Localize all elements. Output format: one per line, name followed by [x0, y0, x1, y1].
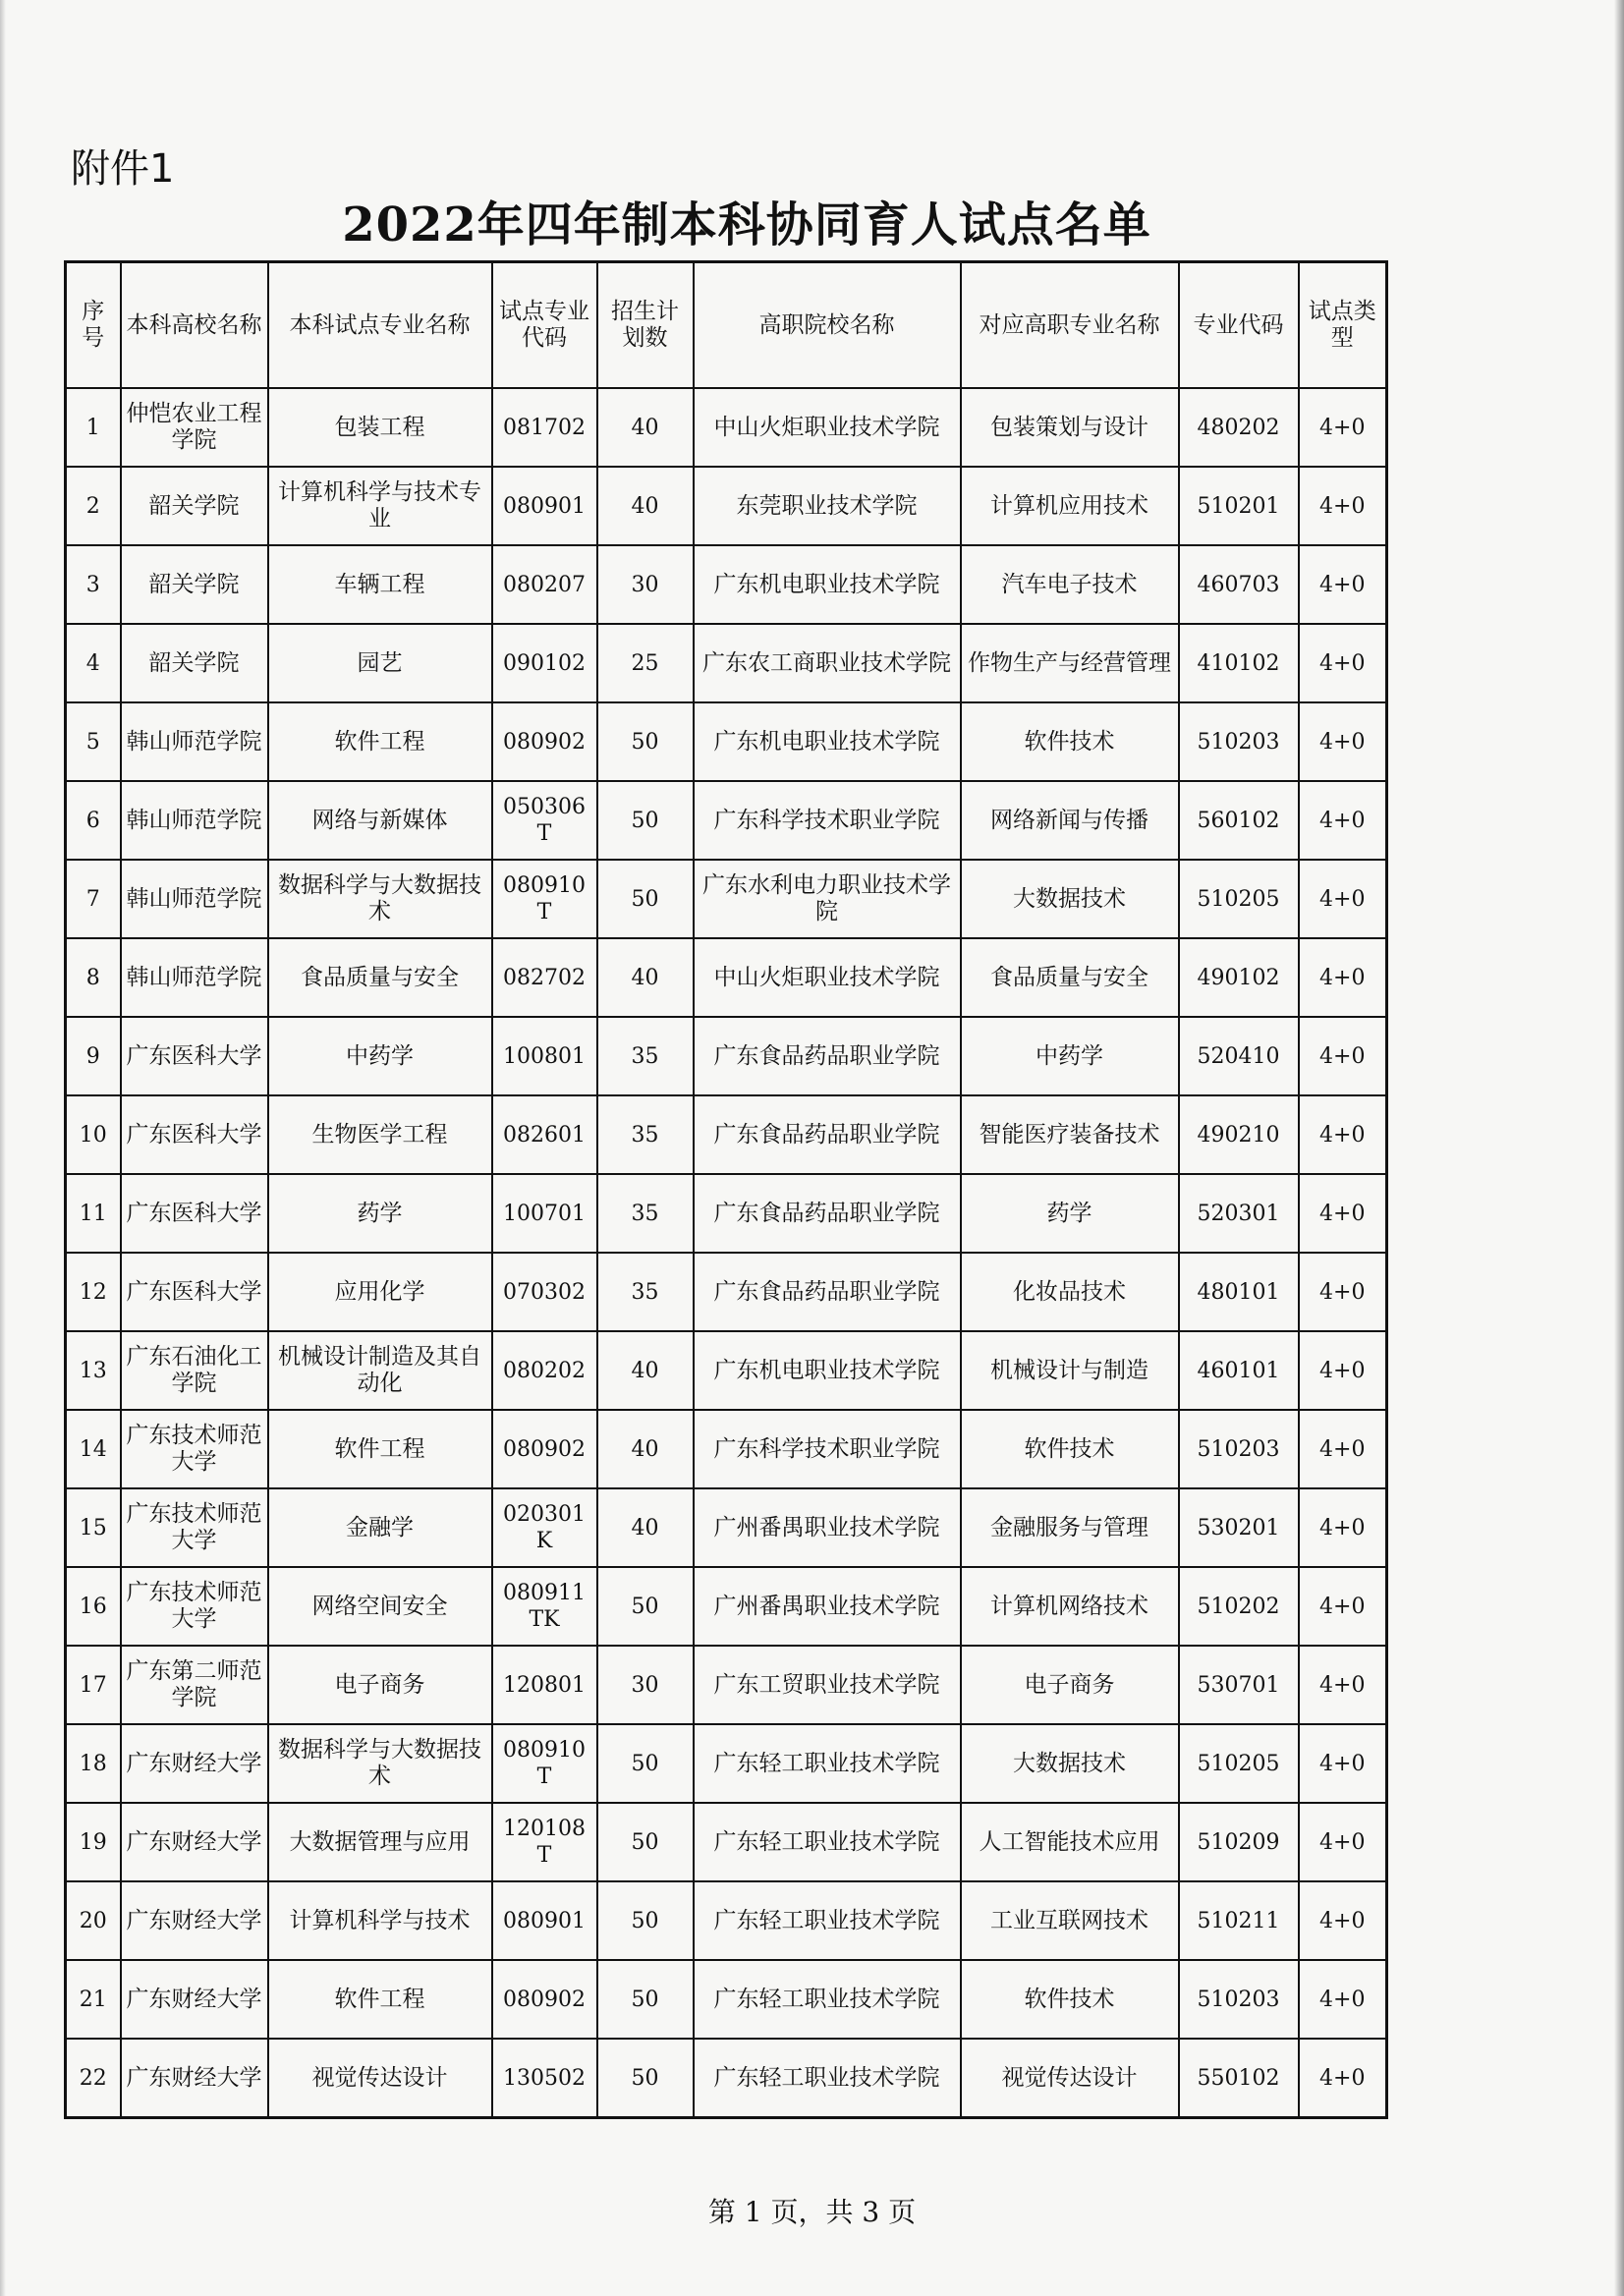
table-cell: 50 [597, 860, 694, 938]
table-cell: 软件工程 [268, 702, 492, 781]
table-cell: 15 [66, 1488, 121, 1567]
table-cell: 广东石油化工学院 [121, 1331, 268, 1410]
table-cell: 韩山师范学院 [121, 702, 268, 781]
table-cell: 4 [66, 624, 121, 702]
table-row [66, 624, 1387, 702]
table-cell: 070302 [492, 1253, 597, 1331]
table-cell: 机械设计制造及其自动化 [268, 1331, 492, 1410]
table-header [66, 262, 1387, 389]
table-cell: 金融服务与管理 [961, 1488, 1179, 1567]
table-row [66, 1646, 1387, 1724]
table-cell: 510203 [1179, 702, 1299, 781]
table-cell: 080902 [492, 702, 597, 781]
table-cell: 作物生产与经营管理 [961, 624, 1179, 702]
table-cell: 韩山师范学院 [121, 781, 268, 860]
table-cell: 软件技术 [961, 702, 1179, 781]
table-cell: 4+0 [1299, 781, 1387, 860]
table-cell: 数据科学与大数据技术 [268, 860, 492, 938]
table-cell: 广东科学技术职业学院 [694, 1410, 961, 1488]
table-cell: 电子商务 [268, 1646, 492, 1724]
table-cell: 大数据管理与应用 [268, 1803, 492, 1881]
table-cell: 080901 [492, 1881, 597, 1960]
table-cell: 软件技术 [961, 1960, 1179, 2039]
column-header: 试点专业代码 [492, 262, 597, 389]
table-cell: 50 [597, 1567, 694, 1646]
table-cell: 广东轻工职业技术学院 [694, 1960, 961, 2039]
table-cell: 中药学 [268, 1017, 492, 1095]
table-cell: 软件技术 [961, 1410, 1179, 1488]
table-cell: 080902 [492, 1410, 597, 1488]
table-cell: 4+0 [1299, 1095, 1387, 1174]
table-cell: 4+0 [1299, 1960, 1387, 2039]
table-cell: 广东食品药品职业学院 [694, 1253, 961, 1331]
table-cell: 080910T [492, 1724, 597, 1803]
table-cell: 机械设计与制造 [961, 1331, 1179, 1410]
table-cell: 计算机科学与技术 [268, 1881, 492, 1960]
table-cell: 35 [597, 1174, 694, 1253]
table-cell: 20 [66, 1881, 121, 1960]
table-body [66, 388, 1387, 2118]
table-row [66, 1567, 1387, 1646]
table-cell: 4+0 [1299, 467, 1387, 545]
table-cell: 11 [66, 1174, 121, 1253]
column-header: 序号 [66, 262, 121, 389]
table-cell: 5 [66, 702, 121, 781]
table-cell: 广东食品药品职业学院 [694, 1174, 961, 1253]
table-cell: 18 [66, 1724, 121, 1803]
table-cell: 广东水利电力职业技术学院 [694, 860, 961, 938]
table-cell: 510205 [1179, 860, 1299, 938]
table-cell: 网络新闻与传播 [961, 781, 1179, 860]
table-cell: 广东财经大学 [121, 1881, 268, 1960]
table-cell: 仲恺农业工程学院 [121, 388, 268, 467]
table-cell: 080901 [492, 467, 597, 545]
table-cell: 广东财经大学 [121, 2039, 268, 2118]
document-title: 2022年四年制本科协同育人试点名单 [342, 197, 1151, 252]
table-cell: 12 [66, 1253, 121, 1331]
table-cell: 510202 [1179, 1567, 1299, 1646]
table-cell: 广州番禺职业技术学院 [694, 1488, 961, 1567]
table-cell: 广东技术师范大学 [121, 1567, 268, 1646]
table-cell: 560102 [1179, 781, 1299, 860]
table-cell: 4+0 [1299, 1331, 1387, 1410]
table-cell: 081702 [492, 388, 597, 467]
table-cell: 广东医科大学 [121, 1095, 268, 1174]
table-cell: 14 [66, 1410, 121, 1488]
table-cell: 100801 [492, 1017, 597, 1095]
table-cell: 550102 [1179, 2039, 1299, 2118]
table-cell: 35 [597, 1017, 694, 1095]
table-row [66, 1881, 1387, 1960]
table-cell: 8 [66, 938, 121, 1017]
table-row [66, 1253, 1387, 1331]
table-cell: 4+0 [1299, 624, 1387, 702]
scan-edge-left [0, 0, 6, 2296]
table-cell: 食品质量与安全 [268, 938, 492, 1017]
table-row [66, 1960, 1387, 2039]
table-cell: 4+0 [1299, 1488, 1387, 1567]
table-cell: 中山火炬职业技术学院 [694, 388, 961, 467]
table-cell: 050306T [492, 781, 597, 860]
table-cell: 广东轻工职业技术学院 [694, 1724, 961, 1803]
table-cell: 包装策划与设计 [961, 388, 1179, 467]
table-row [66, 1095, 1387, 1174]
table-row [66, 1803, 1387, 1881]
table-cell: 计算机网络技术 [961, 1567, 1179, 1646]
table-cell: 21 [66, 1960, 121, 2039]
table-cell: 13 [66, 1331, 121, 1410]
table-row [66, 702, 1387, 781]
table-cell: 510205 [1179, 1724, 1299, 1803]
column-header: 本科试点专业名称 [268, 262, 492, 389]
table-cell: 广东轻工职业技术学院 [694, 2039, 961, 2118]
table-cell: 韩山师范学院 [121, 938, 268, 1017]
table-cell: 530701 [1179, 1646, 1299, 1724]
table-cell: 490210 [1179, 1095, 1299, 1174]
table-cell: 490102 [1179, 938, 1299, 1017]
table-cell: 中山火炬职业技术学院 [694, 938, 961, 1017]
table-cell: 韶关学院 [121, 624, 268, 702]
page-footer: 第 1 页，共 3 页 [707, 2196, 917, 2228]
table-cell: 4+0 [1299, 388, 1387, 467]
column-header: 对应高职专业名称 [961, 262, 1179, 389]
table-cell: 17 [66, 1646, 121, 1724]
table-cell: 080910T [492, 860, 597, 938]
table-cell: 40 [597, 1488, 694, 1567]
table-cell: 计算机科学与技术专业 [268, 467, 492, 545]
table-header-row [66, 262, 1387, 389]
table-cell: 6 [66, 781, 121, 860]
table-row [66, 1724, 1387, 1803]
pilot-list-table [64, 260, 1388, 2119]
table-cell: 520410 [1179, 1017, 1299, 1095]
table-cell: 网络与新媒体 [268, 781, 492, 860]
table-row [66, 545, 1387, 624]
table-cell: 4+0 [1299, 1567, 1387, 1646]
table-cell: 4+0 [1299, 1646, 1387, 1724]
table-cell: 网络空间安全 [268, 1567, 492, 1646]
table-row [66, 1174, 1387, 1253]
table-cell: 080902 [492, 1960, 597, 2039]
table-cell: 广东技术师范大学 [121, 1410, 268, 1488]
table-cell: 4+0 [1299, 1253, 1387, 1331]
table-cell: 人工智能技术应用 [961, 1803, 1179, 1881]
table-cell: 082601 [492, 1095, 597, 1174]
table-cell: 2 [66, 467, 121, 545]
table-cell: 4+0 [1299, 1803, 1387, 1881]
table-cell: 数据科学与大数据技术 [268, 1724, 492, 1803]
table-cell: 460703 [1179, 545, 1299, 624]
table-cell: 50 [597, 1724, 694, 1803]
table-cell: 7 [66, 860, 121, 938]
table-cell: 药学 [268, 1174, 492, 1253]
table-row [66, 860, 1387, 938]
table-cell: 480202 [1179, 388, 1299, 467]
table-cell: 广东财经大学 [121, 1724, 268, 1803]
table-cell: 广州番禺职业技术学院 [694, 1567, 961, 1646]
table-cell: 广东科学技术职业学院 [694, 781, 961, 860]
table-cell: 30 [597, 1646, 694, 1724]
table-cell: 软件工程 [268, 1410, 492, 1488]
table-cell: 25 [597, 624, 694, 702]
table-cell: 520301 [1179, 1174, 1299, 1253]
table-cell: 1 [66, 388, 121, 467]
table-cell: 视觉传达设计 [961, 2039, 1179, 2118]
table-cell: 大数据技术 [961, 1724, 1179, 1803]
table-cell: 50 [597, 1803, 694, 1881]
table-cell: 广东食品药品职业学院 [694, 1095, 961, 1174]
column-header: 招生计划数 [597, 262, 694, 389]
table-cell: 40 [597, 467, 694, 545]
table-cell: 510203 [1179, 1960, 1299, 2039]
table-cell: 080911TK [492, 1567, 597, 1646]
table-cell: 4+0 [1299, 1017, 1387, 1095]
scan-edge-right [1614, 0, 1624, 2296]
table-cell: 082702 [492, 938, 597, 1017]
table-cell: 药学 [961, 1174, 1179, 1253]
table-cell: 广东机电职业技术学院 [694, 1331, 961, 1410]
table-cell: 510201 [1179, 467, 1299, 545]
table-cell: 广东工贸职业技术学院 [694, 1646, 961, 1724]
table-cell: 10 [66, 1095, 121, 1174]
table-cell: 4+0 [1299, 938, 1387, 1017]
table-cell: 广东医科大学 [121, 1174, 268, 1253]
table-row [66, 388, 1387, 467]
table-cell: 金融学 [268, 1488, 492, 1567]
table-cell: 电子商务 [961, 1646, 1179, 1724]
table-cell: 工业互联网技术 [961, 1881, 1179, 1960]
table-cell: 广东农工商职业技术学院 [694, 624, 961, 702]
table-cell: 50 [597, 702, 694, 781]
table-cell: 35 [597, 1095, 694, 1174]
table-cell: 大数据技术 [961, 860, 1179, 938]
table-cell: 广东医科大学 [121, 1253, 268, 1331]
column-header: 本科高校名称 [121, 262, 268, 389]
column-header: 高职院校名称 [694, 262, 961, 389]
table-cell: 广东财经大学 [121, 1960, 268, 2039]
table-cell: 510211 [1179, 1881, 1299, 1960]
table-cell: 韩山师范学院 [121, 860, 268, 938]
table-cell: 4+0 [1299, 860, 1387, 938]
table-cell: 4+0 [1299, 702, 1387, 781]
table-cell: 韶关学院 [121, 545, 268, 624]
table-cell: 50 [597, 1881, 694, 1960]
table-cell: 080207 [492, 545, 597, 624]
column-header: 专业代码 [1179, 262, 1299, 389]
table-cell: 080202 [492, 1331, 597, 1410]
table-cell: 广东技术师范大学 [121, 1488, 268, 1567]
table-cell: 广东财经大学 [121, 1803, 268, 1881]
table-cell: 4+0 [1299, 2039, 1387, 2118]
table-cell: 广东机电职业技术学院 [694, 702, 961, 781]
table-cell: 4+0 [1299, 1410, 1387, 1488]
table-cell: 车辆工程 [268, 545, 492, 624]
table-cell: 包装工程 [268, 388, 492, 467]
table-cell: 东莞职业技术学院 [694, 467, 961, 545]
table-cell: 广东医科大学 [121, 1017, 268, 1095]
table-cell: 35 [597, 1253, 694, 1331]
table-cell: 50 [597, 2039, 694, 2118]
attachment-label: 附件1 [71, 146, 175, 192]
table-cell: 30 [597, 545, 694, 624]
table-cell: 广东食品药品职业学院 [694, 1017, 961, 1095]
table-cell: 化妆品技术 [961, 1253, 1179, 1331]
table-cell: 40 [597, 1410, 694, 1488]
table-cell: 40 [597, 1331, 694, 1410]
table-cell: 130502 [492, 2039, 597, 2118]
table-cell: 480101 [1179, 1253, 1299, 1331]
table-cell: 生物医学工程 [268, 1095, 492, 1174]
table-cell: 4+0 [1299, 545, 1387, 624]
table-row [66, 1331, 1387, 1410]
table-cell: 4+0 [1299, 1881, 1387, 1960]
table-row [66, 1488, 1387, 1567]
table-cell: 食品质量与安全 [961, 938, 1179, 1017]
table-cell: 40 [597, 938, 694, 1017]
table-cell: 22 [66, 2039, 121, 2118]
table-cell: 50 [597, 1960, 694, 2039]
table-cell: 广东机电职业技术学院 [694, 545, 961, 624]
table-cell: 090102 [492, 624, 597, 702]
table-cell: 韶关学院 [121, 467, 268, 545]
table-cell: 9 [66, 1017, 121, 1095]
table-cell: 50 [597, 781, 694, 860]
table-cell: 中药学 [961, 1017, 1179, 1095]
table-cell: 计算机应用技术 [961, 467, 1179, 545]
table-cell: 510203 [1179, 1410, 1299, 1488]
table-cell: 广东轻工职业技术学院 [694, 1881, 961, 1960]
table-cell: 智能医疗装备技术 [961, 1095, 1179, 1174]
table-cell: 40 [597, 388, 694, 467]
table-cell: 020301K [492, 1488, 597, 1567]
table-cell: 3 [66, 545, 121, 624]
table-row [66, 1410, 1387, 1488]
table-cell: 4+0 [1299, 1724, 1387, 1803]
table-cell: 510209 [1179, 1803, 1299, 1881]
table-cell: 19 [66, 1803, 121, 1881]
table-cell: 120801 [492, 1646, 597, 1724]
table-row [66, 938, 1387, 1017]
table-cell: 120108T [492, 1803, 597, 1881]
table-cell: 汽车电子技术 [961, 545, 1179, 624]
table-cell: 530201 [1179, 1488, 1299, 1567]
table-cell: 应用化学 [268, 1253, 492, 1331]
table-cell: 100701 [492, 1174, 597, 1253]
table-row [66, 1017, 1387, 1095]
table-cell: 视觉传达设计 [268, 2039, 492, 2118]
table-row [66, 467, 1387, 545]
table-cell: 广东第二师范学院 [121, 1646, 268, 1724]
table-cell: 软件工程 [268, 1960, 492, 2039]
table-row [66, 2039, 1387, 2118]
table-cell: 园艺 [268, 624, 492, 702]
table-cell: 460101 [1179, 1331, 1299, 1410]
table-cell: 广东轻工职业技术学院 [694, 1803, 961, 1881]
table-cell: 16 [66, 1567, 121, 1646]
table-cell: 4+0 [1299, 1174, 1387, 1253]
column-header: 试点类型 [1299, 262, 1387, 389]
table-row [66, 781, 1387, 860]
table-cell: 410102 [1179, 624, 1299, 702]
